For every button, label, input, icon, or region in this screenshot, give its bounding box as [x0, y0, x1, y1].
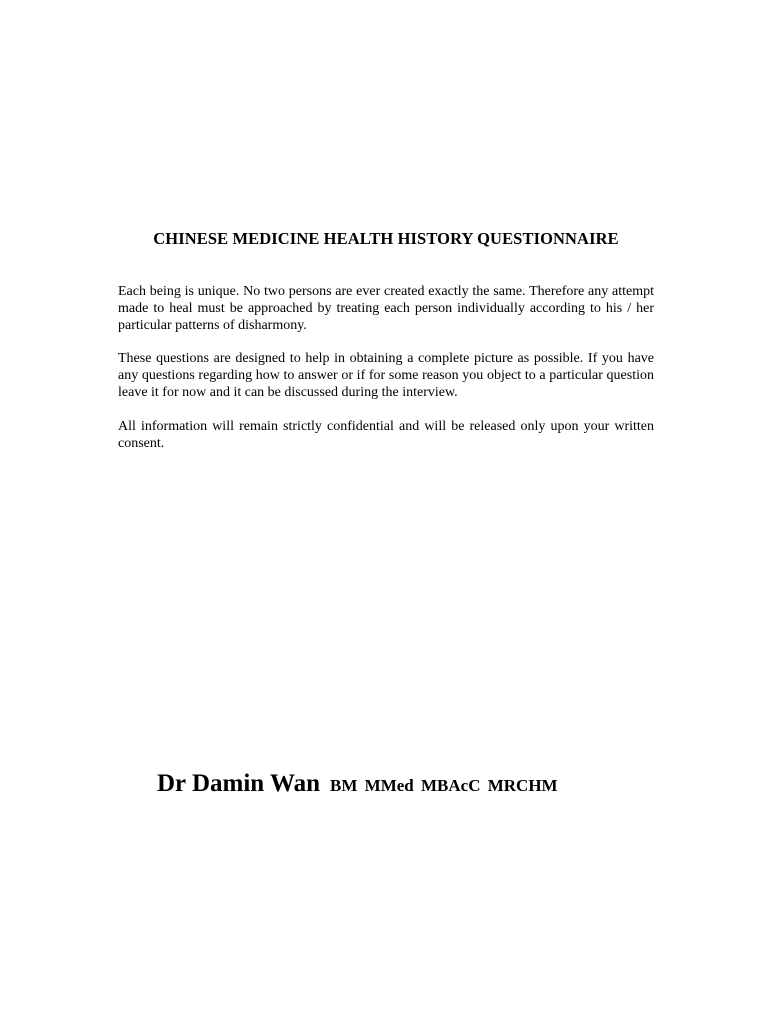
instructions-paragraph: These questions are designed to help in obtaining a complete picture as possible. If you have any questions regarding how to answer or if for some reason you object to a particular question leave it for now and it can be discussed during the interview.: [118, 351, 654, 400]
intro-paragraph: Each being is unique. No two persons are ever created exactly the same. Therefore any attempt made to heal must be approached by treating each person individually according to his / her particular patterns of disharmony.: [118, 284, 654, 333]
author-credentials: BM MMed MBAcC MRCHM: [330, 776, 558, 795]
document-title: CHINESE MEDICINE HEALTH HISTORY QUESTIONNAIRE: [153, 229, 619, 248]
author-signature: [157, 770, 558, 798]
author-name: Dr Damin Wan: [157, 770, 321, 797]
confidentiality-paragraph: All information will remain strictly confidential and will be released only upon your written consent.: [118, 419, 654, 451]
